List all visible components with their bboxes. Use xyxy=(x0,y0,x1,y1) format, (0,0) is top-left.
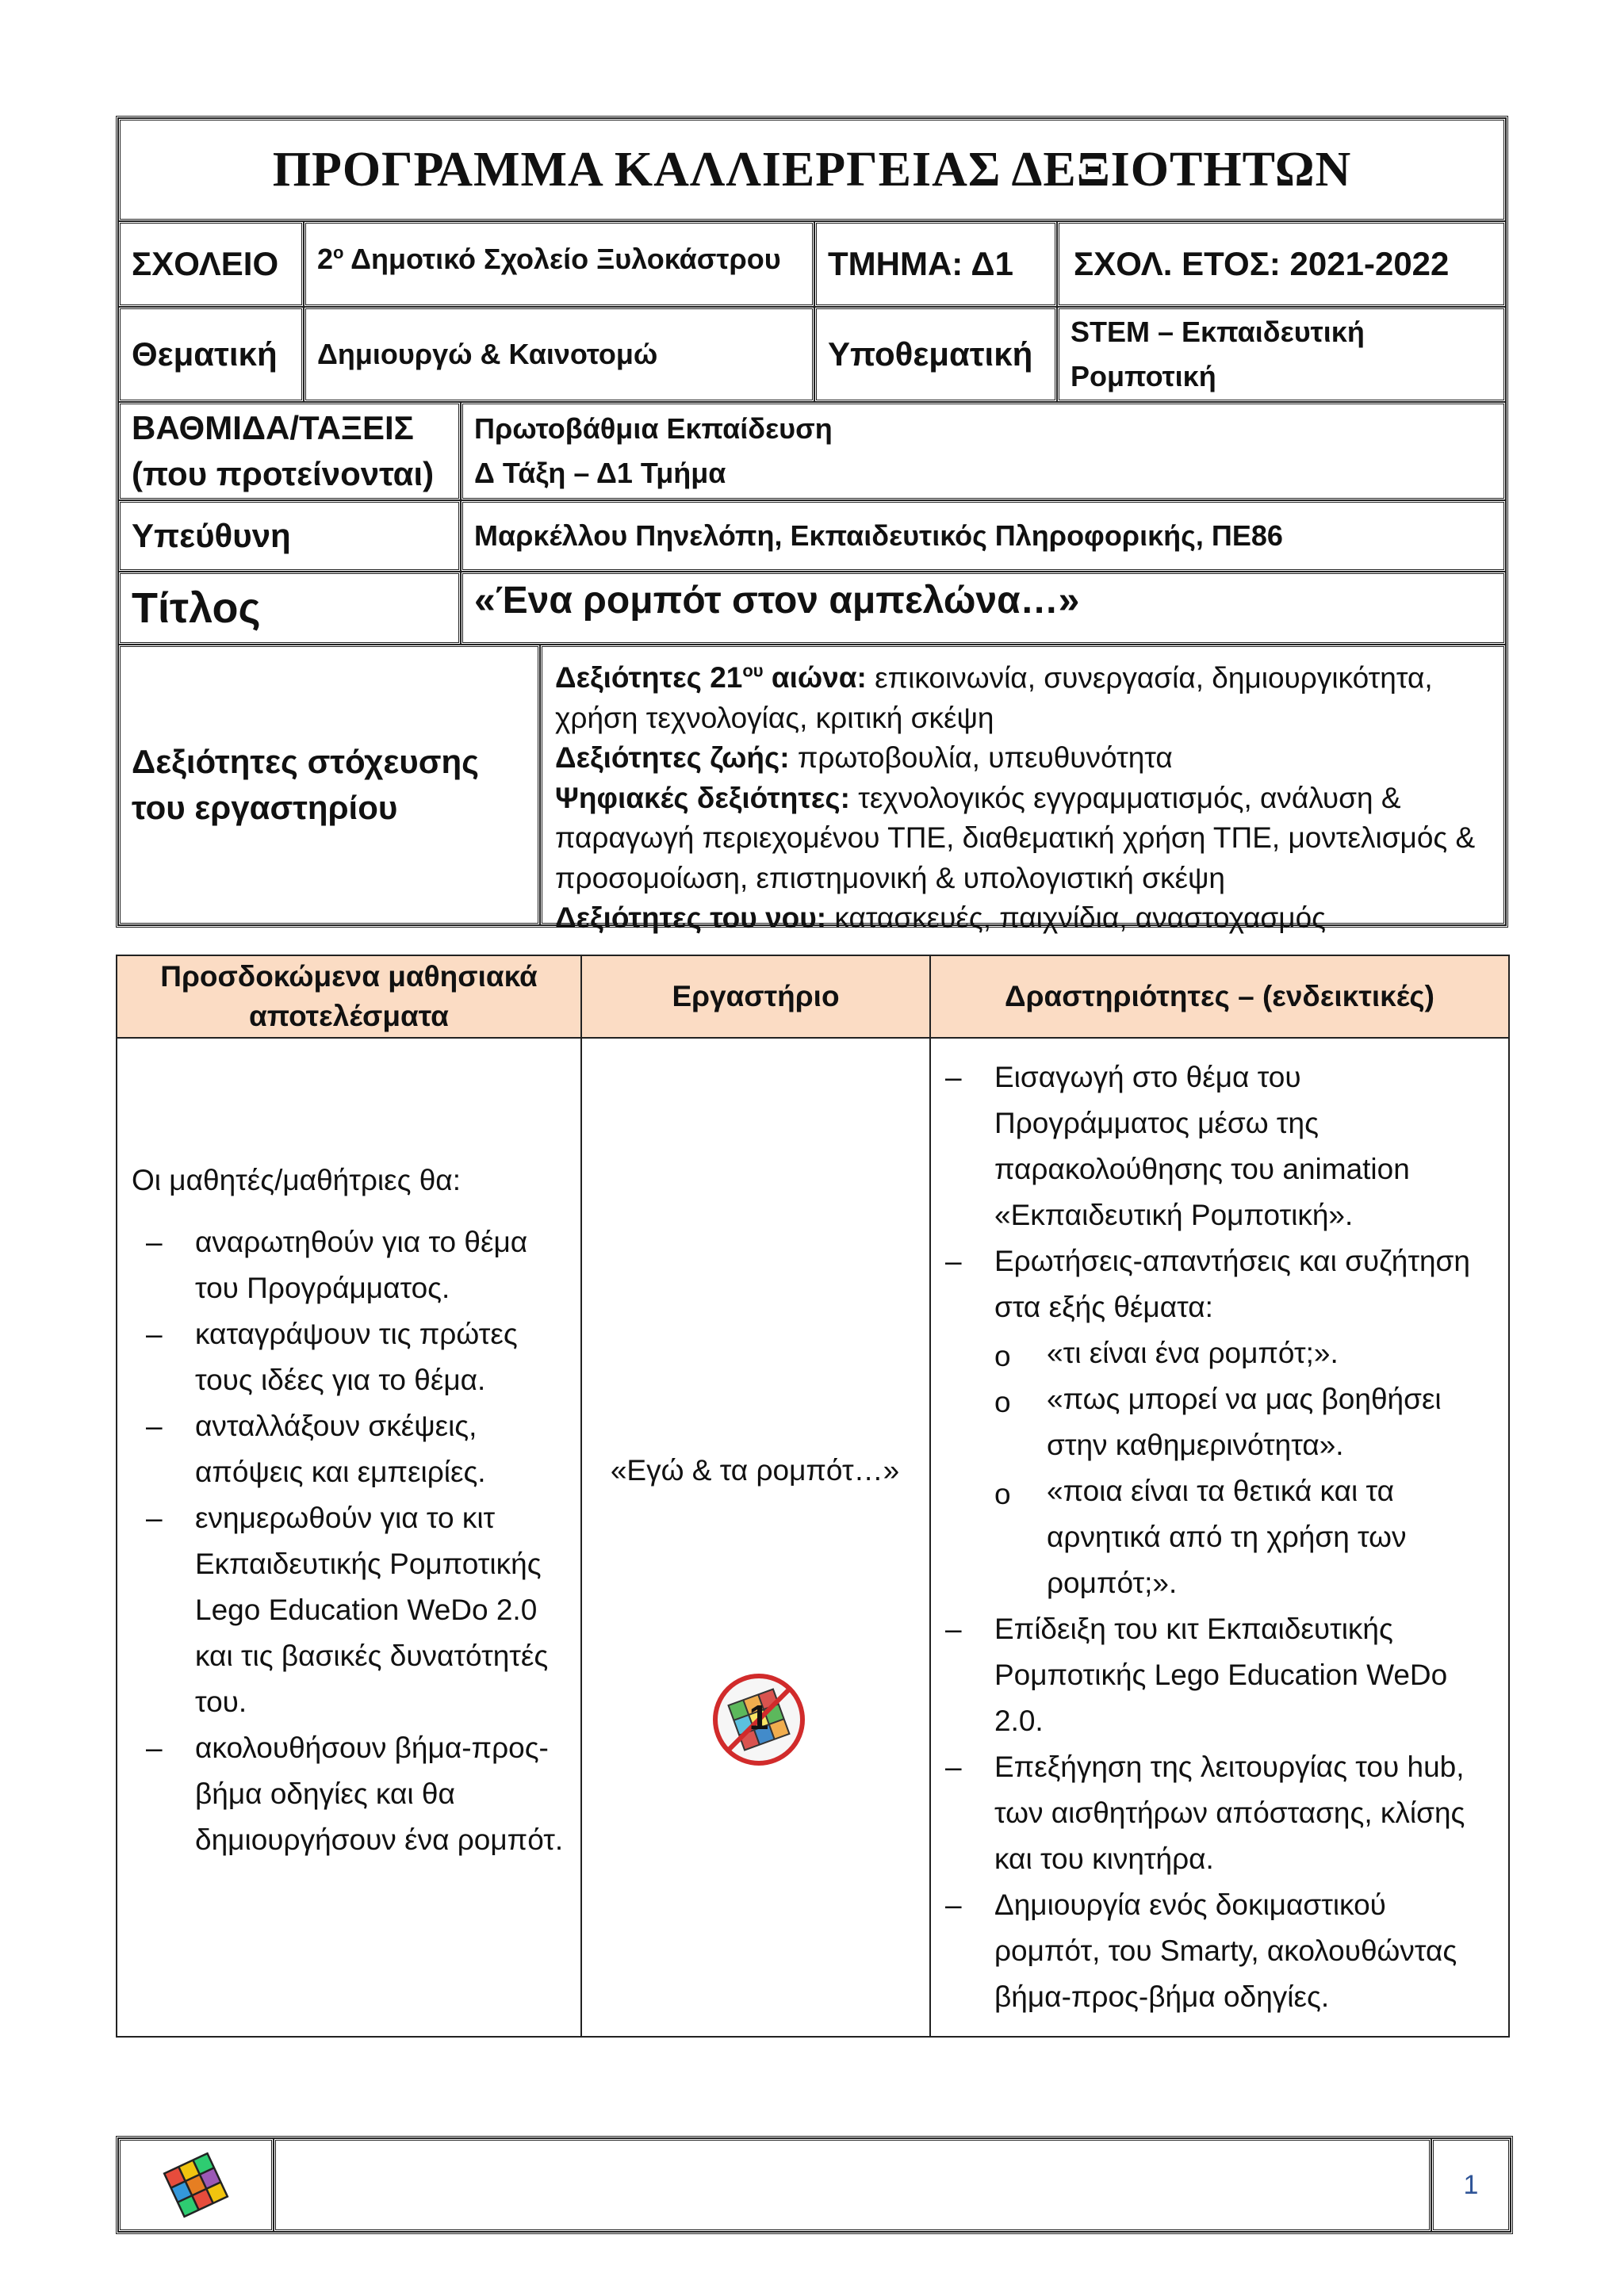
col-header-activities xyxy=(931,956,1508,1039)
title-label: Τίτλος xyxy=(132,584,261,632)
list-item: – Επίδειξη του κιτ Εκπαιδευτικής Ρομποτικής Lego Education WeDo 2.0. xyxy=(931,1606,1492,1744)
list-item: – Εισαγωγή στο θέμα του Προγράμματος μέσω της παρακολούθησης του animation «Εκπαιδευτική Ρομποτική». xyxy=(931,1054,1492,1238)
level-label-cell xyxy=(118,402,461,500)
skills-label-line2: του εργαστηρίου xyxy=(132,789,398,826)
activities-table xyxy=(116,955,1510,2038)
class-label: ΤΜΗΜΑ: Δ1 xyxy=(828,245,1013,282)
level-value-cell xyxy=(461,402,1506,500)
program-header-table xyxy=(116,116,1508,935)
school-label-cell xyxy=(118,221,304,307)
subtheme-label-cell xyxy=(814,307,1057,402)
theme-value-cell xyxy=(304,307,814,402)
outcomes-intro: Οι μαθητές/μαθήτριες θα: xyxy=(132,1164,461,1196)
outcomes-column xyxy=(117,1039,582,2036)
title-value: «Ένα ρομπότ στον αμπελώνα…» xyxy=(474,580,1080,622)
list-item xyxy=(931,1238,1492,1606)
level-value-line2: Δ Τάξη – Δ1 Τμήμα xyxy=(474,457,726,489)
subtheme-value-cell xyxy=(1057,307,1506,402)
activities-list xyxy=(931,1054,1492,2020)
outcomes-list xyxy=(132,1219,565,1863)
level-value-line1: Πρωτοβάθμια Εκπαίδευση xyxy=(474,412,833,445)
responsible-label: Υπεύθυνη xyxy=(132,517,291,554)
activity-question-text: Ερωτήσεις-απαντήσεις και συζήτηση στα εξής θέματα: xyxy=(994,1245,1470,1323)
col-header-workshop-text: Εργαστήριο xyxy=(672,980,840,1012)
responsible-label-cell xyxy=(118,500,461,572)
list-item: – καταγράψουν τις πρώτες τους ιδέες για το θέμα. xyxy=(132,1311,565,1403)
level-label-line2: (που προτείνονται) xyxy=(132,455,435,492)
school-year-label: ΣΧΟΛ. ΕΤΟΣ: 2021-2022 xyxy=(1074,245,1450,282)
skills-21st-century: Δεξιότητες $21^{o\upsilon}$ αιώνα: επικοινωνία, συνεργασία, δημιουργικότητα, χρήση τεχνολογίας, κριτική σκέψη xyxy=(555,661,1433,734)
class-cell xyxy=(814,221,1057,307)
footer-middle-cell xyxy=(274,2138,1431,2232)
col-header-workshop xyxy=(582,956,931,1039)
responsible-value: Μαρκέλλου Πηνελόπη, Εκπαιδευτικός Πληροφορικής, ΠΕ86 xyxy=(474,519,1283,552)
theme-label-cell xyxy=(118,307,304,402)
level-label-line1: ΒΑΘΜΙΔΑ/ΤΑΞΕΙΣ xyxy=(132,409,414,446)
workshop-badge-number: 1 xyxy=(749,1698,769,1737)
page-footer xyxy=(116,2136,1513,2234)
list-item: – ανταλλάξουν σκέψεις, απόψεις και εμπειρίες. xyxy=(132,1403,565,1495)
rubiks-cube-logo-icon xyxy=(158,2147,234,2223)
program-title xyxy=(118,118,1506,221)
title-label-cell xyxy=(118,572,461,645)
sub-list-item: o «ποια είναι τα θετικά και τα αρνητικά από τη χρήση των ρομπότ;». xyxy=(994,1468,1492,1606)
list-item: – αναρωτηθούν για το θέμα του Προγράμματος. xyxy=(132,1219,565,1311)
school-value-cell xyxy=(304,221,814,307)
col-header-outcomes-text: Προσδοκώμενα μαθησιακά αποτελέσματα xyxy=(160,960,538,1032)
theme-label: Θεματική xyxy=(132,335,278,373)
theme-value: Δημιουργώ & Καινοτομώ xyxy=(317,338,658,370)
list-item: – Δημιουργία ενός δοκιμαστικού ρομπότ, του Smarty, ακολουθώντας βήμα-προς-βήμα οδηγίες. xyxy=(931,1882,1492,2020)
sub-list-item: o «τι είναι ένα ρομπότ;». xyxy=(994,1330,1492,1376)
list-item: – ακολουθήσουν βήμα-προς-βήμα οδηγίες και θα δημιουργήσουν ένα ρομπότ. xyxy=(132,1725,565,1863)
list-item: – Επεξήγηση της λειτουργίας του hub, των αισθητήρων απόστασης, κλίσης και του κινητήρα. xyxy=(931,1744,1492,1882)
sub-activities-list xyxy=(994,1330,1492,1606)
footer-logo-cell xyxy=(118,2138,274,2232)
skills-digital: Ψηφιακές δεξιότητες: τεχνολογικός εγγραμματισμός, ανάλυση & παραγωγή περιεχομένου ΤΠΕ, διαθεματική χρήση ΤΠΕ, μοντελισμός & προσομοίωση, επιστημονική & υπολογιστική σκέψη xyxy=(555,781,1476,894)
school-value: $2^o$ Δημοτικό Σχολείο Ξυλοκάστρου xyxy=(317,243,781,275)
skills-mind: Δεξιότητες του νου: κατασκευές, παιχνίδια, αναστοχασμός xyxy=(555,901,1326,935)
workshop-title: «Εγώ & τα ρομπότ…» xyxy=(610,1454,900,1487)
col-header-outcomes xyxy=(117,956,582,1039)
page-number: 1 xyxy=(1463,2169,1479,2200)
activities-column xyxy=(931,1039,1508,2036)
skills-value-cell xyxy=(540,645,1506,935)
subtheme-value-line1: STEM – Εκπαιδευτική xyxy=(1071,316,1365,348)
list-item: – ενημερωθούν για το κιτ Εκπαιδευτικής Ρομποτικής Lego Education WeDo 2.0 και τις βασικές δυνατότητές του. xyxy=(132,1495,565,1725)
subtheme-label: Υποθεματική xyxy=(828,335,1033,373)
footer-page-number-cell xyxy=(1431,2138,1511,2232)
col-header-activities-text: Δραστηριότητες – (ενδεικτικές) xyxy=(1004,980,1434,1012)
skills-life: Δεξιότητες ζωής: πρωτοβουλία, υπευθυνότητα xyxy=(555,741,1173,775)
school-label: ΣΧΟΛΕΙΟ xyxy=(132,245,279,282)
skills-label-cell xyxy=(118,645,540,925)
program-title-text: ΠΡΟΓΡΑΜΜΑ ΚΑΛΛΙΕΡΓΕΙΑΣ ΔΕΞΙΟΤΗΤΩΝ xyxy=(272,142,1352,197)
school-year-cell xyxy=(1057,221,1506,307)
workshop-column xyxy=(582,1039,931,2036)
responsible-value-cell xyxy=(461,500,1506,572)
subtheme-value-line2: Ρομποτική xyxy=(1071,360,1216,392)
skills-label-line1: Δεξιότητες στόχευσης xyxy=(132,743,479,780)
title-value-cell xyxy=(461,572,1506,645)
sub-list-item: o «πως μπορεί να μας βοηθήσει στην καθημερινότητα». xyxy=(994,1376,1492,1468)
